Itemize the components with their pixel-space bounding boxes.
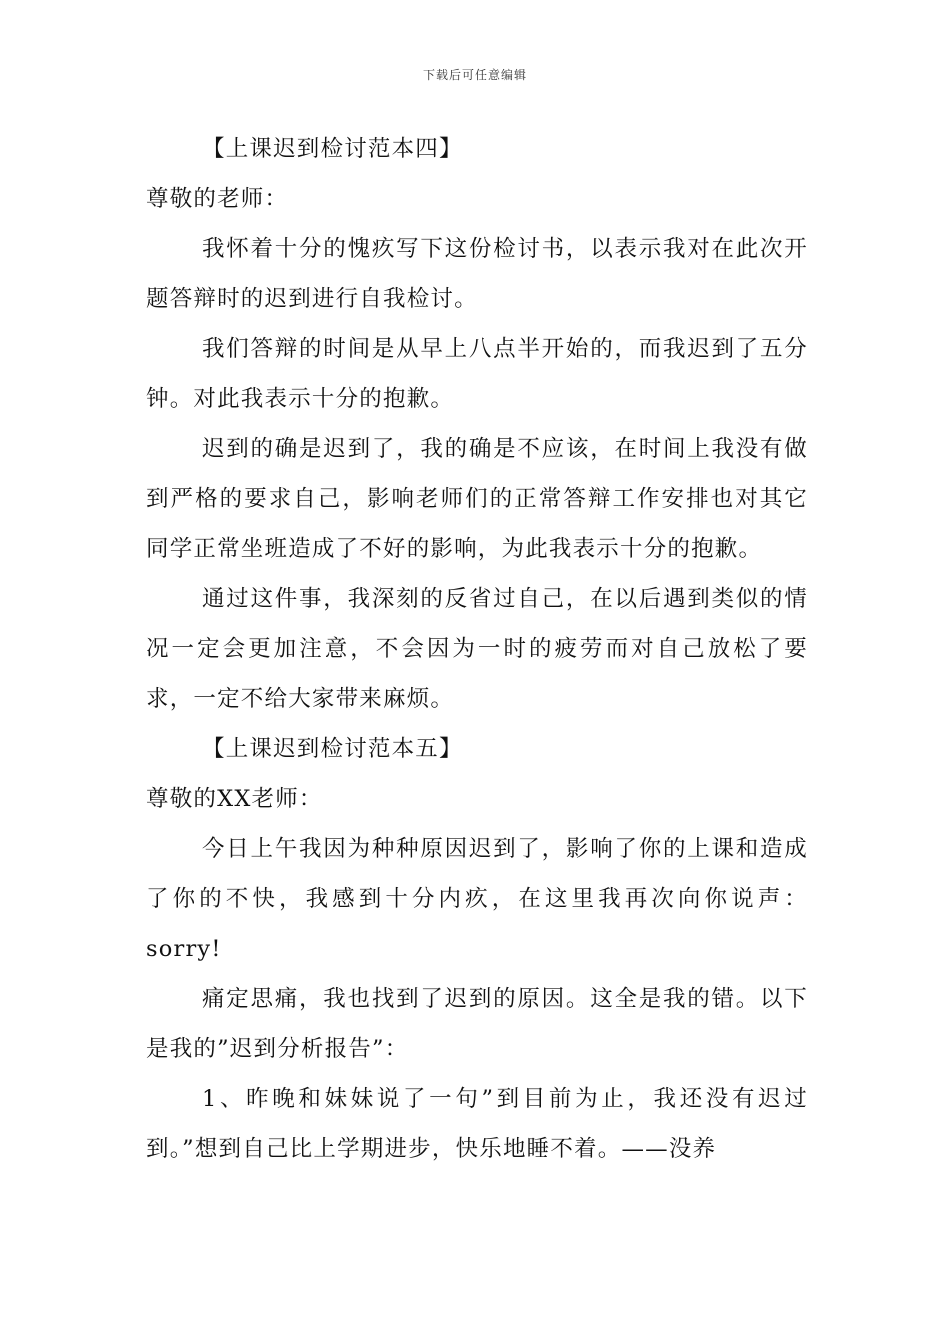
body-paragraph: 1、昨晚和妹妹说了一句”到目前为止，我还没有迟过到。”想到自己比上学期进步，快乐地睡不着。——没养 — [146, 1086, 808, 1162]
section-heading: 【上课迟到检讨范本五】 — [202, 736, 463, 762]
body-paragraph: 痛定思痛，我也找到了迟到的原因。这全是我的错。以下是我的”迟到分析报告”： — [146, 986, 808, 1062]
body-paragraph: 我们答辩的时间是从早上八点半开始的，而我迟到了五分钟。对此我表示十分的抱歉。 — [146, 336, 808, 412]
salutation: 尊敬的老师： — [146, 186, 289, 212]
body-paragraph: 通过这件事，我深刻的反省过自己，在以后遇到类似的情况一定会更加注意，不会因为一时的疲劳而对自己放松了要求，一定不给大家带来麻烦。 — [146, 586, 808, 712]
document-body — [146, 124, 808, 1174]
section-heading: 【上课迟到检讨范本四】 — [202, 136, 463, 162]
salutation: 尊敬的XX老师： — [146, 786, 323, 812]
body-paragraph: 迟到的确是迟到了，我的确是不应该，在时间上我没有做到严格的要求自己，影响老师们的正常答辩工作安排也对其它同学正常坐班造成了不好的影响，为此我表示十分的抱歉。 — [146, 436, 808, 562]
header-note: 下载后可任意编辑 — [422, 68, 527, 82]
body-paragraph: 今日上午我因为种种原因迟到了，影响了你的上课和造成了你的不快，我感到十分内疚，在这里我再次向你说声：sorry! — [146, 836, 808, 962]
body-paragraph: 我怀着十分的愧疚写下这份检讨书，以表示我对在此次开题答辩时的迟到进行自我检讨。 — [146, 236, 808, 312]
